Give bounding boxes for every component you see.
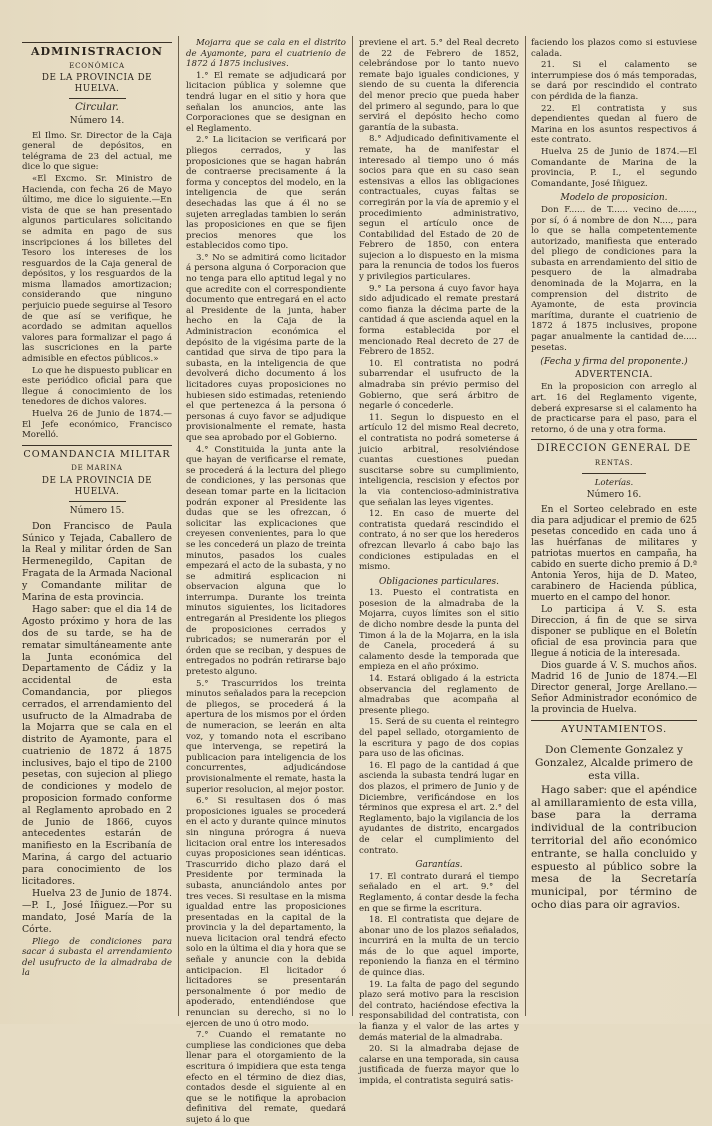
paragraph: 1.° El remate se adjudicará por licitacion pública y solemne que tendrá lugar en el sitio y hora que señalan los anuncios, ante las Corporaciones que se designan en el Reglamento.	[186, 70, 346, 134]
section-title-comandancia: COMANDANCIA MILITAR	[23, 448, 171, 460]
paragraph: Don F...... de T...... vecino de......, por sí, ó á nombre de don N...., para lo que se halla competentemente autorizado, manifiesta que enterado del pliego de condiciones para la subasta en arrendamiento del sitio de pesquero de la almadraba denominada de la Mojarra, en la comprension del distrito de Ayamonte, de esta provincia marítima, durante el cuatrienio de 1872 á 1875 inclusives, propone pagar anualmente la cantidad de..... pesetas.	[531, 204, 697, 353]
paragraph: 18. El contratista que dejare de abonar uno de los plazos señalados, incurrirá en la multa de un tercio más de lo que aquel importe, reponiendo la fianza en el término de quince dias.	[359, 915, 519, 979]
divider	[582, 739, 645, 740]
paragraph: Lo que he dispuesto publicar en este periódico oficial para que llegue á conocimiento de los tenedores de dichos valores.	[22, 365, 172, 408]
paragraph: faciendo los plazos como si estuviese calada.	[531, 38, 697, 59]
section-province: DE LA PROVINCIA DE HUELVA.	[41, 475, 153, 497]
divider	[69, 98, 126, 99]
paragraph: 12. En caso de muerte del contratista quedará rescindido el contrato, á no ser que los herederos ofrezcan llevarlo á cabo bajo las condiciones estipuladas en el mismo.	[359, 509, 519, 573]
subheading: Modelo de proposicion.	[560, 193, 668, 204]
paragraph: Pliego de condiciones para sacar á subasta el arrendamiento del usufructo de la almadraba de la	[22, 936, 172, 979]
column-2	[186, 38, 346, 1125]
section-province: DE LA PROVINCIA DE HUELVA.	[41, 73, 153, 94]
section-subtitle: DE MARINA	[71, 464, 123, 473]
paragraph: 7.° Cuando el rematante no cumpliese las condiciones que deba llenar para el otorgamiento de la escritura ó impidiera que esta tenga efecto en el término de diez dias, contados desde el siguiente al en que se le notifique la aprobacion definitiva del remate, quedará sujeto á lo que	[186, 1030, 346, 1125]
paragraph: En la proposicion con arreglo al art. 16 del Reglamento vigente, deberá expresarse si el calamento ha de practicarse para el paso, para el retorno, ó de una y otra forma.	[531, 382, 697, 435]
signature-line: (Fecha y firma del proponente.)	[540, 356, 688, 368]
section-title-ayuntamientos: AYUNTAMIENTOS.	[561, 723, 667, 735]
paragraph: 22. El contratista y sus dependientes quedan al fuero de Marina en los asuntos respectivos á este contrato.	[531, 103, 697, 146]
paragraph: 13. Puesto el contratista en posesion de la almadraba de la Mojarra, cuyos límites son el sitio de dicho nombre desde la punta del Timon á la de la Mojarra, en la isla de Canela, procederá á su calamento desde la temporada que empieza en el año próximo.	[359, 588, 519, 673]
column-3	[359, 38, 519, 1086]
column-divider	[352, 36, 353, 1016]
paragraph: Lo participa á V. S. esta Direccion, á fin de que se sirva disponer se publique en el Boletín oficial de esa provincia para que llegue á noticia de la interesada.	[531, 604, 697, 659]
paragraph: 6.° Si resultasen dos ó mas proposiciones iguales se procederá en el acto y durante quince minutos sin ninguna prórogra á nueva licitacion oral entre los interesados cuyas proposiciones sean idénticas. Trascurrido dicho plazo dará el Presidente por terminada la subasta, anunciándolo antes por tres veces. Si resultase en la misma igualdad entre las proposiciones presentadas en la capital de la provincia y la del departamento, la nueva licitacion oral tendrá efecto solo en la última el dia y hora que se señale y anuncie con la debida anticipacion. El licitador ó licitadores se presentarán personalmente ó por medio de apoderado, entendiéndose que renuncian su derecho, si no lo ejercen de uno ú otro modo.	[186, 796, 346, 1029]
paragraph: Huelva 23 de Junio de 1874.—P. I., José Iñiguez.—Por su mandato, José María de la Córte.	[22, 888, 172, 935]
subheading: Obligaciones particulares.	[378, 576, 500, 587]
paragraph: Don Clemente Gonzalez y Gonzalez, Alcalde primero de esta villa.	[534, 744, 694, 782]
notice-number: Número 14.	[69, 115, 125, 126]
section-subtitle: ECONÓMICA	[69, 61, 125, 70]
advertencia-heading: ADVERTENCIA.	[575, 369, 653, 380]
paragraph: Dios guarde á V. S. muchos años. Madrid 16 de Junio de 1874.—El Director general, Jorge Arellano.—Señor Administrador económico de la provincia de Huelva.	[531, 660, 697, 715]
paragraph: 4.° Constituida la junta ante la que hayan de verificarse el remate, se procederá á la lectura del pliego de condiciones, y las personas que desean tomar parte en la licitacion podrán exponer al Presidente las dudas que se les ofrezcan, ó solicitar las explicaciones que creyesen convenientes, para lo que se les concederá un plazo de treinta minutos, pasados los cuales empezará el acto de la subasta, y no se admitirá esplicacion ni observacion alguna que lo interrumpa. Durante los treinta minutos siguientes, los licitadores entregarán al Presidente los pliegos de proposiciones cerrados y rubricados; se numerarán por el órden que se reciban, y despues de entregados no podrán retirarse bajo pretesto alguno.	[186, 444, 346, 678]
paragraph: Huelva 26 de Junio de 1874.—El Jefe económico, Francisco Morelló.	[22, 409, 172, 441]
notice-number: Número 16.	[586, 490, 642, 501]
section-rule	[22, 42, 172, 43]
section-rule	[22, 445, 172, 446]
paragraph: 14. Estará obligado á la estricta observancia del reglamento de almadrabas que acompaña al presente pliego.	[359, 674, 519, 716]
paragraph: «El Excmo. Sr. Ministro de Hacienda, con fecha 26 de Mayo último, me dice lo siguiente.—En vista de que se han presentado algunos particulares solicitando se admita en pago de sus inscripciones á los billetes del Tesoro los intereses de los resguardos de la Caja general de depósitos, y los resguardos de la misma llamados amortizacion; considerando que ninguno perjuicio puede seguirse al Tesoro de que así se verifique, he acordado se admitan aquellos valores para formalizar el pago á las suscriciones en la parte admisible en efectos públicos.»	[22, 173, 172, 365]
paragraph: Don Francisco de Paula Súnico y Tejada, Caballero de la Real y militar órden de San Hermenegildo, Capitan de Fragata de la Armada Nacional y Comandante militar de Marina de esta provincia.	[22, 520, 172, 603]
paragraph: 10. El contratista no podrá subarrendar el usufructo de la almadraba sin prévio permiso del Gobierno, que será árbitro de negarle ó concederle.	[359, 358, 519, 412]
paragraph: Mojarra que se cala en el distrito de Ayamonte, para el cuatrienio de 1872 á 1875 inclusives.	[186, 38, 346, 70]
section-title-administracion: ADMINISTRACION	[31, 45, 163, 58]
column-divider	[525, 36, 526, 1016]
paragraph: 11. Segun lo dispuesto en el artículo 12 del mismo Real decreto, el contratista no podrá someterse á juicio arbitral, resolviéndose cuantas cuestiones puedan suscitarse sobre su cumplimiento, inteligencia, rescision y efectos por la via contencioso-administrativa que señalan las leyes vigentes.	[359, 412, 519, 508]
circular-heading: Circular.	[75, 102, 119, 114]
section-title-direccion: DIRECCION GENERAL DE	[536, 443, 692, 455]
section-rule	[531, 720, 697, 721]
paragraph: previene el art. 5.° del Real decreto de 22 de Febrero de 1852, celebrándose por lo tanto nuevo remate bajo iguales condiciones, y siendo de su cuenta la diferencia del menor precio que pueda haber del primero al segundo, para lo que servirá el depósito hecho como garantía de la subasta.	[359, 38, 519, 133]
column-divider	[178, 36, 179, 1016]
paragraph: Hago saber: que el apéndice al amillaramiento de esta villa, base para la derrama individual de la contribucion territorial del año económico entrante, se halla concluido y espuesto al público sobre la mesa de la Secretaría municipal, por término de ocho dias para oir agravios.	[531, 783, 697, 911]
paragraph: Hago saber: que el dia 14 de Agosto próximo y hora de las dos de su tarde, se ha de rematar simultáneamente ante la Junta económica del Departamento de Cádiz y la accidental de esta Comandancia, por pliegos cerrados, el arrendamiento del usufructo de la Almadraba de la Mojarra que se cala en el distrito de Ayamonte, para el cuatrienio de 1872 á 1875 inclusives, bajo el tipo de 2100 pesetas, con sujecion al pliego de condiciones y modelo de proposicion formado conforme al Reglamento aprobado en 2 de Junio de 1866, cuyos antecedentes estarán de manifiesto en la Escribanía de Marina, á cargo del actuario para conocimiento de los licitadores.	[22, 604, 172, 887]
section-subtitle: RENTAS.	[594, 458, 634, 467]
paragraph: 15. Será de su cuenta el reintegro del papel sellado, otorgamiento de la escritura y pago de dos copias para uso de las oficinas.	[359, 717, 519, 760]
paragraph: 2.° La licitacion se verificará por pliegos cerrados, y las proposiciones que se hagan habrán de contraerse precisamente á la forma y conceptos del modelo, en la inteligencia de que serán desechadas las que á él no se sujeten arregladas tambien lo serán las proposiciones en que se fijen precios menores que los establecidos como tipo.	[186, 135, 346, 252]
paragraph: Huelva 25 de Junio de 1874.—El Comandante de Marina de la provincia, P. I., el segundo Comandante, José Iñiguez.	[531, 146, 697, 189]
paragraph: 8.° Adjudicado definitivamente el remate, ha de manifestar el interesado al tiempo uno ó más socios para que en su caso sean estensivas a ellos las obligaciones contractuales, cuyas faltas se corregirán por la vía de apremio y el procedimiento administrativo, segun el artículo once de Contabilidad del Estado de 20 de Febrero de 1850, con entera sujecion a lo dispuesto en la misma para la renuncia de todos los fueros y privilegios particulares.	[359, 134, 519, 283]
paragraph: 3.° No se admitirá como licitador á persona alguna ó Corporacion que no tenga para ello aptitud legal y no que acredite con el correspondiente documento que entregará en el acto al Presidente de la junta, haber hecho en la Caja de la Administracion económica el depósito de la vigésima parte de la cantidad que sirva de tipo para la subasta, en la inteligencia de que devolverá dicho documento á los licitadores cuyas proposiciones no hubiesen sido estimadas, reteniendo el que pertenezca á la persona ó personas á cuyo favor se adjudique provisionalmente el remate, hasta que sea aprobado por el Gobierno.	[186, 252, 346, 443]
column-1	[22, 38, 172, 1018]
paragraph: El Ilmo. Sr. Director de la Caja general de depósitos, en telégrama de 23 del actual, me dice lo que sigue:	[22, 130, 172, 173]
paragraph: 9.° La persona á cuyo favor haya sido adjudicado el remate prestará como fianza la décima parte de la cantidad á que ascienda aquel en la forma establecida por el mencionado Real decreto de 27 de Febrero de 1852.	[359, 283, 519, 358]
column-4	[531, 38, 697, 1018]
divider	[582, 473, 645, 474]
paragraph: 21. Si el calamento se interrumpiese dos ó más temporadas, se dará por rescindido el contrato con pérdida de la fianza.	[531, 60, 697, 102]
paragraph: 20. Si la almadraba dejase de calarse en una temporada, sin causa justificada de fuerza mayor que lo impida, el contratista seguirá satis-	[359, 1044, 519, 1086]
paragraph: En el Sorteo celebrado en este dia para adjudicar el premio de 625 pesetas concedido en cada uno á las huérfanas de militares y patriotas muertos en campaña, ha cabido en suerte dicho premio á D.ª Antonia Yeros, hija de D. Mateo, carabinero de Hacienda pública, muerto en el campo del honor.	[531, 504, 697, 603]
divider	[69, 501, 126, 502]
paragraph: 17. El contrato durará el tiempo señalado en el art. 9.° del Reglamento, á contar desde la fecha en que se firme la escritura.	[359, 871, 519, 914]
subheading: Garantías.	[415, 860, 463, 871]
paragraph: 5.° Trascurridos los treinta minutos señalados para la recepcion de pliegos, se procederá á la apertura de los mismos por el órden de numeracion, se leerán en alta voz, y tomando nota el escribano que intervenga, se repetirá la publicacion para inteligencia de los concurrentes, adjudicándose provisionalmente el remate, hasta la superior resolucion, al mejor postor.	[186, 678, 346, 795]
paragraph: 16. El pago de la cantidad á que ascienda la subasta tendrá lugar en dos plazos, el primero de Junio y de Diciembre, verificándose en los términos que expresa el art. 2.° del Reglamento, bajo la vigilancia de los ayudantes de distrito, encargados de celar el cumplimiento del contrato.	[359, 760, 519, 856]
notice-number: Número 15.	[69, 506, 125, 517]
section-rule	[531, 439, 697, 440]
paragraph: 19. La falta de pago del segundo plazo será motivo para la rescision del contrato, haciéndose efectiva la responsabilidad del contratista, con la fianza y el valor de las artes y demás material de la almadraba.	[359, 979, 519, 1043]
subheading: Loterías.	[594, 477, 634, 488]
